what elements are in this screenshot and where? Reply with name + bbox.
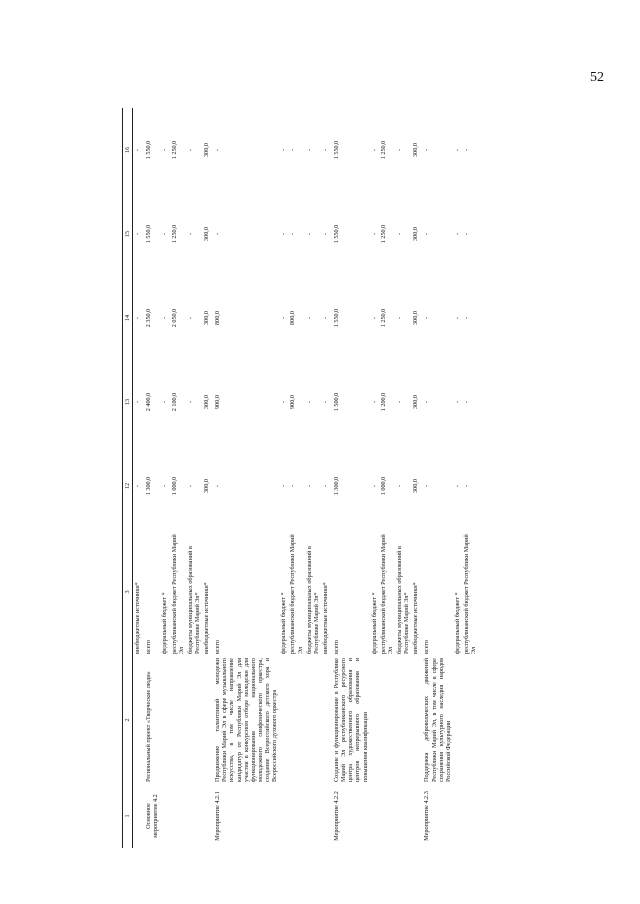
- amount-cell: -: [186, 148, 194, 152]
- activity-name: [321, 656, 330, 784]
- col-header: 2: [123, 656, 133, 784]
- amount-cell: -: [453, 400, 461, 404]
- amount-cell: 2 350,0: [145, 308, 153, 328]
- activity-name: [453, 656, 462, 784]
- activity-code: [160, 784, 169, 848]
- amount-cell: -: [463, 232, 470, 236]
- amount-cell: -: [305, 232, 313, 236]
- activity-code: [186, 784, 202, 848]
- table-row: [279, 108, 288, 848]
- activity-name: [160, 656, 169, 784]
- amount-cell: -: [463, 484, 470, 488]
- amount-cell: 1 250,0: [379, 308, 387, 328]
- amount-cell: -: [186, 400, 194, 404]
- funding-source: всего: [214, 640, 222, 654]
- funding-source: внебюджетные источники*: [321, 582, 329, 654]
- table-row: [321, 108, 330, 848]
- amount-cell: 1 000,0: [170, 476, 178, 496]
- funding-source: бюджеты муниципальных образований в Республике Марий Эл*: [305, 546, 320, 654]
- amount-cell: -: [280, 232, 288, 236]
- funding-source: бюджеты муниципальных образований в Республике Марий Эл*: [396, 546, 411, 654]
- amount-cell: -: [370, 484, 378, 488]
- amount-cell: 2 400,0: [145, 392, 153, 412]
- table-row: [462, 108, 478, 848]
- amount-cell: -: [321, 400, 329, 404]
- funding-source: всего: [145, 640, 153, 654]
- amount-cell: -: [186, 316, 194, 320]
- amount-cell: 300,0: [412, 311, 420, 325]
- table-row: [142, 108, 160, 848]
- amount-cell: -: [161, 484, 169, 488]
- amount-cell: 1 550,0: [333, 224, 340, 244]
- funding-source: всего: [333, 640, 340, 654]
- amount-cell: -: [134, 400, 141, 404]
- amount-cell: -: [453, 484, 461, 488]
- table-row: [453, 108, 462, 848]
- amount-cell: 1 250,0: [379, 140, 387, 160]
- activity-name: [170, 656, 186, 784]
- activity-code: [411, 784, 420, 848]
- amount-cell: -: [463, 316, 470, 320]
- table-row: [379, 108, 395, 848]
- activity-name: [411, 656, 420, 784]
- activity-code: Мероприятие 4.2.1: [214, 791, 222, 841]
- amount-cell: -: [289, 232, 297, 236]
- amount-cell: -: [396, 232, 403, 236]
- amount-cell: -: [134, 484, 141, 488]
- header-row: [123, 108, 133, 848]
- amount-cell: -: [423, 484, 431, 488]
- amount-cell: -: [463, 148, 470, 152]
- amount-cell: 300,0: [203, 227, 210, 241]
- amount-cell: -: [423, 316, 431, 320]
- activity-name: [305, 656, 321, 784]
- amount-cell: -: [186, 232, 194, 236]
- amount-cell: -: [280, 400, 288, 404]
- amount-cell: -: [423, 400, 431, 404]
- amount-cell: -: [453, 232, 461, 236]
- funding-source: всего: [423, 640, 431, 654]
- amount-cell: -: [280, 484, 288, 488]
- table-row: [420, 108, 453, 848]
- col-header: 1: [123, 784, 133, 848]
- amount-cell: -: [321, 484, 329, 488]
- amount-cell: -: [321, 148, 329, 152]
- table-row: [395, 108, 411, 848]
- amount-cell: -: [280, 316, 288, 320]
- activity-code: [279, 784, 288, 848]
- table-row: [202, 108, 211, 848]
- amount-cell: -: [423, 232, 431, 236]
- amount-cell: -: [134, 316, 141, 320]
- amount-cell: -: [305, 484, 313, 488]
- activity-code: Основное мероприятие 4.2: [145, 794, 160, 838]
- funding-source: внебюджетные источники*: [412, 582, 420, 654]
- funding-source: внебюджетные источники*: [134, 582, 141, 654]
- funding-source: республиканский бюджет Республики Марий Эл: [170, 534, 185, 654]
- activity-name: Создание и функционирование в Республике Марий Эл республиканского ресурсного центра художественного образования и центров непрерывного образования и повышения квалификации: [333, 658, 369, 782]
- amount-cell: 900,0: [214, 395, 222, 409]
- activity-code: [202, 784, 211, 848]
- table-row: [330, 108, 370, 848]
- amount-cell: -: [321, 316, 329, 320]
- amount-cell: 300,0: [203, 143, 210, 157]
- amount-cell: 300,0: [412, 479, 420, 493]
- amount-cell: 1 550,0: [145, 224, 153, 244]
- amount-cell: 1 250,0: [170, 224, 178, 244]
- activity-name: [288, 656, 304, 784]
- amount-cell: -: [396, 316, 403, 320]
- amount-cell: -: [370, 232, 378, 236]
- activity-name: [379, 656, 395, 784]
- activity-code: [133, 784, 143, 848]
- activity-code: [288, 784, 304, 848]
- activity-code: [305, 784, 321, 848]
- activity-name: [133, 656, 143, 784]
- activity-code: [170, 784, 186, 848]
- funding-source: федеральный бюджет *: [370, 592, 378, 654]
- amount-cell: 300,0: [412, 143, 420, 157]
- amount-cell: -: [396, 148, 403, 152]
- amount-cell: -: [214, 484, 222, 488]
- activity-code: Мероприятие 4.2.2: [333, 791, 340, 841]
- table-row: [288, 108, 304, 848]
- amount-cell: 800,0: [214, 311, 222, 325]
- col-header: 12: [123, 444, 133, 528]
- amount-cell: -: [161, 148, 169, 152]
- activity-code: Мероприятие 4.2.3: [423, 791, 431, 841]
- amount-cell: -: [321, 232, 329, 236]
- activity-code: [395, 784, 411, 848]
- amount-cell: -: [453, 148, 461, 152]
- funding-source: республиканский бюджет Республики Марий Эл: [463, 534, 478, 654]
- amount-cell: -: [396, 484, 403, 488]
- amount-cell: -: [289, 484, 297, 488]
- amount-cell: 300,0: [412, 395, 420, 409]
- rotated-page: [122, 108, 602, 848]
- table-row: [186, 108, 202, 848]
- table-row: [160, 108, 169, 848]
- amount-cell: -: [289, 148, 297, 152]
- col-header: 3: [123, 528, 133, 656]
- amount-cell: -: [423, 148, 431, 152]
- budget-table: [122, 108, 478, 848]
- table-row: [133, 108, 143, 848]
- activity-code: [462, 784, 478, 848]
- amount-cell: -: [370, 316, 378, 320]
- amount-cell: -: [305, 400, 313, 404]
- amount-cell: -: [370, 400, 378, 404]
- funding-source: бюджеты муниципальных образований в Республике Марий Эл*: [186, 546, 201, 654]
- amount-cell: 1 300,0: [145, 476, 153, 496]
- activity-name: Продвижение талантливой молодежи Республики Марий Эл в сфере музыкального искусства, в том числе направление кандидатур от Республики Марий Эл для участия в конкурсном отборе молодежи для функционирования национального молодежного симфонического оркестра, создание Всероссийского детского хора и Всероссийского духового оркестра: [214, 658, 279, 782]
- amount-cell: -: [370, 148, 378, 152]
- col-header: 13: [123, 360, 133, 444]
- amount-cell: -: [186, 484, 194, 488]
- activity-name: [202, 656, 211, 784]
- activity-name: Поддержка добровольческих движений Республики Марий Эл, в том числе в сфере сохранения культурного наследия народов Российской Федерации: [423, 658, 452, 782]
- amount-cell: 300,0: [203, 479, 210, 493]
- amount-cell: 300,0: [412, 227, 420, 241]
- amount-cell: 800,0: [289, 311, 297, 325]
- amount-cell: 300,0: [203, 311, 210, 325]
- amount-cell: -: [305, 148, 313, 152]
- amount-cell: 2 100,0: [170, 392, 178, 412]
- activity-name: [462, 656, 478, 784]
- amount-cell: -: [161, 400, 169, 404]
- amount-cell: -: [134, 148, 141, 152]
- col-header: 16: [123, 108, 133, 192]
- amount-cell: -: [214, 232, 222, 236]
- activity-code: [370, 784, 379, 848]
- amount-cell: 1 000,0: [379, 476, 387, 496]
- table-row: [170, 108, 186, 848]
- amount-cell: -: [161, 232, 169, 236]
- activity-name: [395, 656, 411, 784]
- amount-cell: -: [453, 316, 461, 320]
- amount-cell: 1 200,0: [379, 392, 387, 412]
- amount-cell: 2 050,0: [170, 308, 178, 328]
- table-row: [370, 108, 379, 848]
- activity-name: [279, 656, 288, 784]
- amount-cell: -: [305, 316, 313, 320]
- table-row: [411, 108, 420, 848]
- amount-cell: -: [463, 400, 470, 404]
- activity-code: [453, 784, 462, 848]
- amount-cell: 300,0: [203, 395, 210, 409]
- amount-cell: -: [161, 316, 169, 320]
- table-body: [133, 108, 479, 848]
- activity-name: [370, 656, 379, 784]
- funding-source: федеральный бюджет *: [453, 592, 461, 654]
- col-header: 15: [123, 192, 133, 276]
- amount-cell: -: [280, 148, 288, 152]
- funding-source: федеральный бюджет *: [280, 592, 288, 654]
- table-row: [211, 108, 279, 848]
- amount-cell: -: [134, 232, 141, 236]
- page-number: 52: [590, 70, 604, 85]
- amount-cell: -: [214, 148, 222, 152]
- amount-cell: -: [396, 400, 403, 404]
- amount-cell: 900,0: [289, 395, 297, 409]
- amount-cell: 1 550,0: [333, 140, 340, 160]
- amount-cell: 1 500,0: [333, 392, 340, 412]
- table-row: [305, 108, 321, 848]
- amount-cell: 1 250,0: [170, 140, 178, 160]
- funding-source: республиканский бюджет Республики Марий Эл: [379, 534, 394, 654]
- amount-cell: 1 550,0: [145, 140, 153, 160]
- activity-code: [321, 784, 330, 848]
- funding-source: федеральный бюджет *: [161, 592, 169, 654]
- amount-cell: 1 550,0: [333, 308, 340, 328]
- amount-cell: 1 250,0: [379, 224, 387, 244]
- amount-cell: 1 300,0: [333, 476, 340, 496]
- activity-code: [379, 784, 395, 848]
- activity-name: [186, 656, 202, 784]
- funding-source: внебюджетные источники*: [203, 582, 210, 654]
- activity-name: Региональный проект «Творческие люди»: [145, 671, 153, 782]
- col-header: 14: [123, 276, 133, 360]
- funding-source: республиканский бюджет Республики Марий Эл: [289, 534, 304, 654]
